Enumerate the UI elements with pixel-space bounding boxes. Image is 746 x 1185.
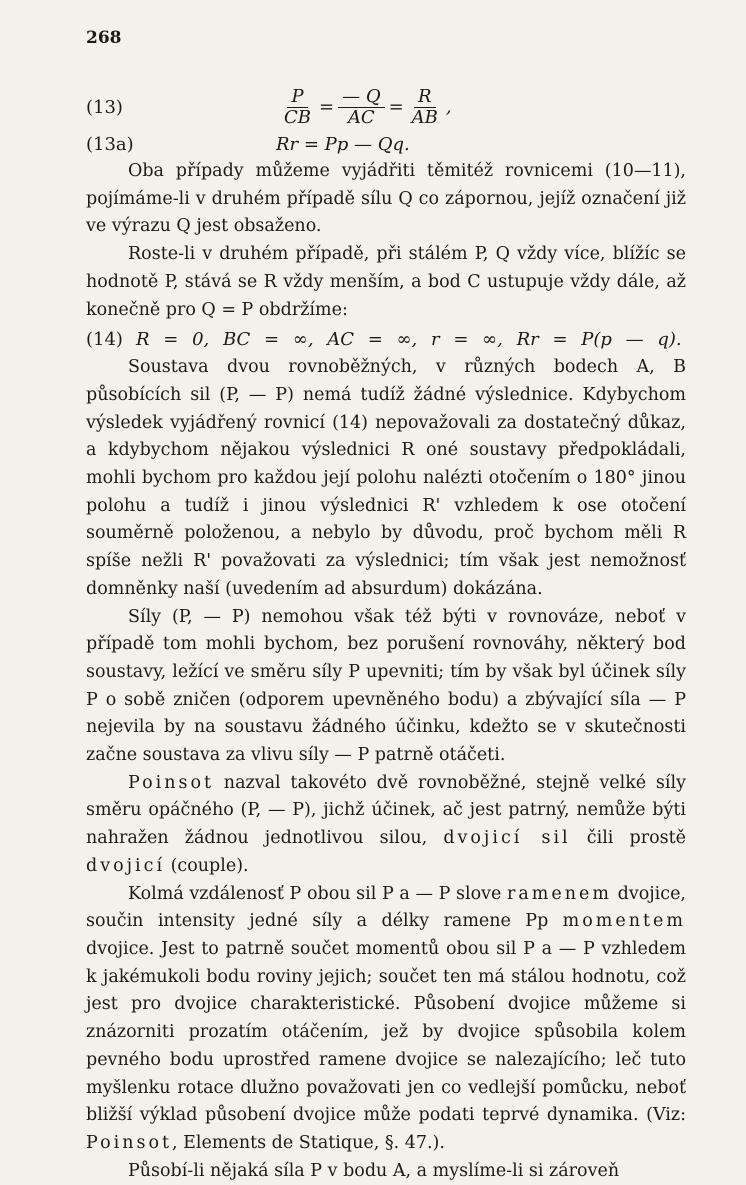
paragraph: Síly (P, — P) nemohou však též býti v rovnováze, neboť v případě tom mohli bychom, bez porušení rovnováhy, některý bod soustavy, ležící ve směru síly P upevniti; tím by však byl účinek síly P o sobě zničen (odporem upevněného bodu) a zbývající síla — P nejevila by na soustavu žádného účinku, kdežto se v skutečnosti začne soustava za vlivu síly — P patrně otáčeti. <box>86 606 686 766</box>
fraction <box>408 87 442 128</box>
text-run: , Elements de Statique, §. 47.). <box>172 1132 445 1153</box>
numerator: P <box>287 87 307 108</box>
author-name: Poinsot <box>128 772 215 793</box>
equation-label: (13) <box>86 96 123 118</box>
equation-13a <box>86 130 686 158</box>
paragraph: Roste-li v druhém případě, při stálém P, Q vždy více, blížíc se hodnotě P, stává se R vždy menším, a bod C ustupuje vždy dále, až konečně pro Q = P obdržíme: <box>86 244 686 320</box>
text-run: Kolmá vzdálenosť P obou sil P a — P slove <box>128 883 507 904</box>
fraction <box>280 87 315 128</box>
term: momentem <box>562 911 686 932</box>
text-run: (couple). <box>165 855 249 876</box>
equation-punctuation: , <box>445 96 452 117</box>
term: dvojicí sil <box>443 828 571 849</box>
paragraph <box>86 881 686 1158</box>
paragraph: Soustava dvou rovnoběžných, v různých bodech A, B působících sil (P, — P) nemá tudíž žádné výslednice. Kdybychom výsledek vyjádřený rovnicí (14) nepovažovali za dostatečný důkaz, a kdybychom nějakou výslednici R oné soustavy předpokládali, mohli bychom pro každou její polohu nalézti otočením o 180° jinou polohu a tudíž i jinou výslednici R' vzhledem k ose otočení souměrně položenou, a nebylo by důvodu, proč bychom měli R spíše nežli R' považovati za výslednici; tím však jest nemožnosť domněnky naší (uvedením ad absurdum) dokázána. <box>86 357 686 599</box>
fraction <box>338 87 384 128</box>
numerator: — Q <box>338 87 384 108</box>
paragraph: Oba případy můžeme vyjádřiti těmitéž rovnicemi (10—11), pojímáme-li v druhém případě sílu Q co zápornou, jejíž označení již ve výrazu Q jest obsaženo. <box>86 161 686 237</box>
equation-body: $\frac{P}{CB}$ = $\frac{— Q}{AC}$ = $\frac{R}{AB}$ , <box>276 87 452 128</box>
paragraph <box>86 770 686 881</box>
paragraph: Působí-li nějaká síla P v bodu A, a myslíme-li si zároveň <box>128 1160 620 1181</box>
numerator: R <box>414 87 436 108</box>
text-run: dvojice, součin intensity jedné síly a délky ramene Pp <box>86 883 686 932</box>
equation-body: Rr = Pp — Qq. <box>276 133 410 155</box>
author-name: Poinsot <box>86 1132 173 1153</box>
denominator: CB <box>284 106 311 128</box>
equation-label: (14) <box>86 328 123 350</box>
page-number: 268 <box>86 28 122 48</box>
text-run: dvojice. Jest to patrně součet momentů obou sil P a — P vzhledem k jakémukoli bodu roviny jejich; součet ten má stálou hodnotu, což jest pro dvojice charakteristické. Působení dvojice můžeme si znázorniti prozatím otáčením, jež by dvojice spůsobila kolem pevného bodu uprostřed ramene dvojice se nalezajícího; leč tuto myšlenku rotace dlužno považovati jen co vedlejší pomůcku, neboť bližší výklad působení dvojice může podati teprvé dynamika. (Viz: <box>86 938 686 1126</box>
equation-body: R = 0, BC = ∞, AC = ∞, r = ∞, Rr = P(p — q). <box>136 328 682 350</box>
term: ramenem <box>507 883 612 904</box>
equation-14 <box>86 324 686 354</box>
text-run: čili prostě <box>570 828 686 849</box>
text-run: nazval takovéto dvě rovnoběžné, stejně velké síly směru opáčného (P, — P), jichž účinek, ač jest patrný, nemůže býti nahražen žádnou jednotlivou silou, <box>86 772 686 849</box>
equation-13 <box>86 84 686 130</box>
term: dvojicí <box>86 855 166 876</box>
denominator: AB <box>411 106 438 128</box>
equation-label: (13a) <box>86 133 134 155</box>
denominator: AC <box>347 106 375 128</box>
